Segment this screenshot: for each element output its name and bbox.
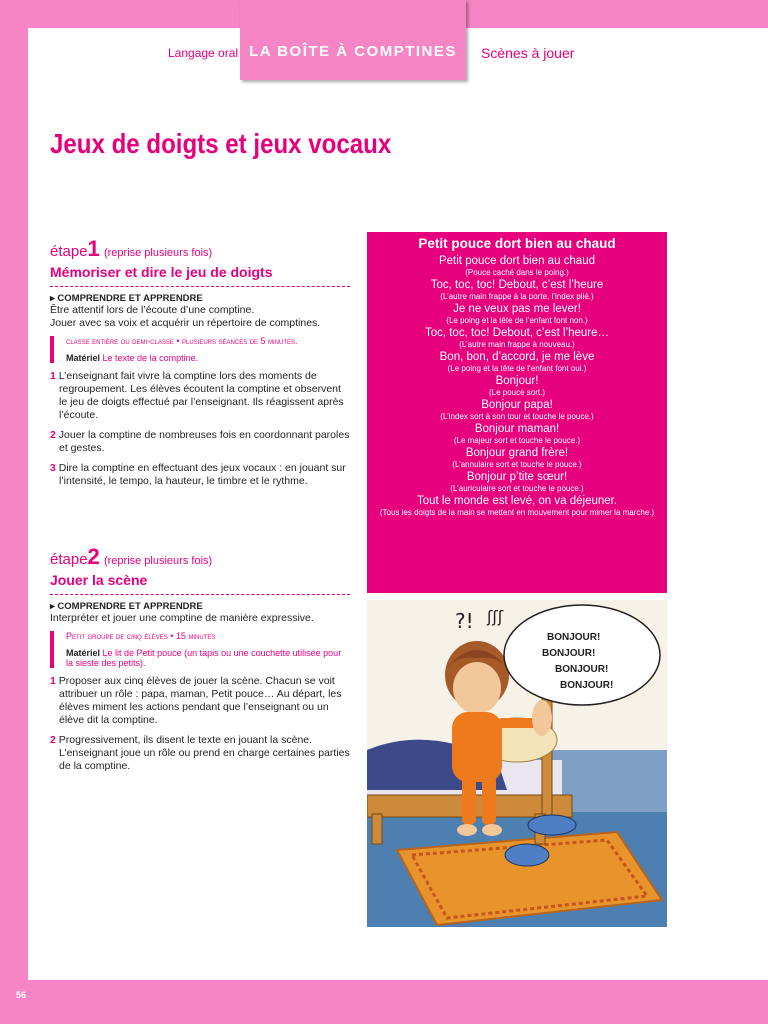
divider [50, 286, 350, 287]
header-section-label: Langage oral [168, 46, 239, 60]
poem-verse: Bonjour maman! (Le majeur sort et touche le pouce.) [453, 423, 581, 445]
etape2-heading: étape2 (reprise plusieurs fois) [50, 544, 213, 569]
svg-text:ʃʃʃ: ʃʃʃ [487, 607, 504, 626]
poem-verse: Toc, toc, toc! Debout, c’est l’heure… (L’autre main frappe à nouveau.) [424, 327, 610, 349]
etape1-text1: Être attentif lors de l’écoute d’une comptine. [50, 304, 255, 316]
etape2-subheading: ▸ COMPRENDRE ET APPRENDRE [50, 601, 203, 612]
etape1-classe: classe entière ou demi-classe • plusieurs séances de 5 minutes. [66, 336, 298, 346]
poem-box [367, 232, 667, 593]
bubble-line: BONJOUR! [547, 632, 601, 643]
poem-verse: Bonjour p’tite sœur! (L’auriculaire sort et touche le pouce.) [450, 471, 584, 493]
etape1-subheading: ▸ COMPRENDRE ET APPRENDRE [50, 293, 203, 304]
header-subtitle: Scènes à jouer [481, 45, 575, 61]
etape1-title: Mémoriser et dire le jeu de doigts [50, 264, 273, 280]
bubble-line: BONJOUR! [542, 648, 596, 659]
divider [50, 594, 350, 595]
poem-verse: Bonjour grand frère! (L’annulaire sort et touche le pouce.) [452, 447, 582, 469]
etape1-info-box [50, 336, 350, 363]
list-item: 3 Dire la comptine en effectuant des jeux vocaux : en jouant sur l’intensité, le tempo, la hauteur, le timbre et le rythme. [50, 462, 346, 487]
etape1-materiel: Matériel Le texte de la comptine. [66, 353, 199, 363]
header-tab [240, 0, 466, 80]
poem-verse: Bonjour papa! (L’index sort à son tour et touche le pouce.) [440, 399, 594, 421]
bubble-line: BONJOUR! [555, 664, 609, 675]
list-item: 1 Proposer aux cinq élèves de jouer la scène. Chacun se voit attribuer un rôle : papa, maman, Petit pouce… Au départ, les élèves miment les actions pendant que l’enseignant ou un élève dit la comptine. [50, 675, 342, 726]
poem-title: Petit pouce dort bien au chaud [418, 236, 616, 251]
etape1-heading: étape1 (reprise plusieurs fois) [50, 236, 213, 261]
poem-verse: Petit pouce dort bien au chaud (Pouce caché dans le poing.) [438, 255, 595, 277]
page-number: 56 [16, 990, 27, 1000]
header-tab-label: LA BOÎTE À COMPTINES [249, 43, 457, 60]
etape2-info-box [50, 631, 350, 668]
etape2-title: Jouer la scène [50, 572, 148, 588]
poem-verse: Je ne veux pas me lever! (Le poing et la tête de l’enfant font non.) [446, 303, 588, 325]
page-title: Jeux de doigts et jeux vocaux [50, 128, 392, 159]
list-item: 1 L’enseignant fait vivre la comptine lors des moments de regroupement. Les élèves écoutent la comptine et observent le jeu de doigts effectué par l’enseignant. Ils réagissent après l’écoute. [50, 370, 344, 421]
etape2-materiel: Matériel Le lit de Petit pouce (un tapis ou une couchette utilisée pour la sieste des petits). [66, 648, 342, 668]
etape2-classe: Petit groupe de cinq élèves • 15 minutes [66, 631, 216, 641]
poem-verse: Tout le monde est levé, on va déjeuner. (Tous les doigts de la main se mettent en mouvement pour mimer la marche.) [379, 495, 655, 517]
illustration-boy-waking [367, 600, 667, 927]
svg-text:?!: ?! [455, 609, 474, 633]
poem-verse: Bon, bon, d’accord, je me lève (Le poing et la tête de l’enfant font oui.) [439, 351, 595, 373]
poem-verse: Bonjour! (Le pouce sort.) [488, 375, 546, 397]
etape1-text2: Jouer avec sa voix et acquérir un répertoire de comptines. [50, 317, 321, 329]
etape2-section [50, 544, 350, 773]
list-item: 2 Jouer la comptine de nombreuses fois en coordonnant paroles et gestes. [50, 429, 350, 454]
bubble-line: BONJOUR! [560, 680, 614, 691]
poem-verse: Toc, toc, toc! Debout, c’est l’heure (L’autre main frappe à la porte, l’index plié.) [430, 279, 604, 301]
list-item: 2 Progressivement, ils disent le texte en jouant la scène. L’enseignant joue un rôle ou prend en charge certaines parties de la comptine. [50, 734, 350, 772]
etape2-text1: Interpréter et jouer une comptine de manière expressive. [50, 612, 314, 624]
etape1-section [50, 236, 350, 488]
